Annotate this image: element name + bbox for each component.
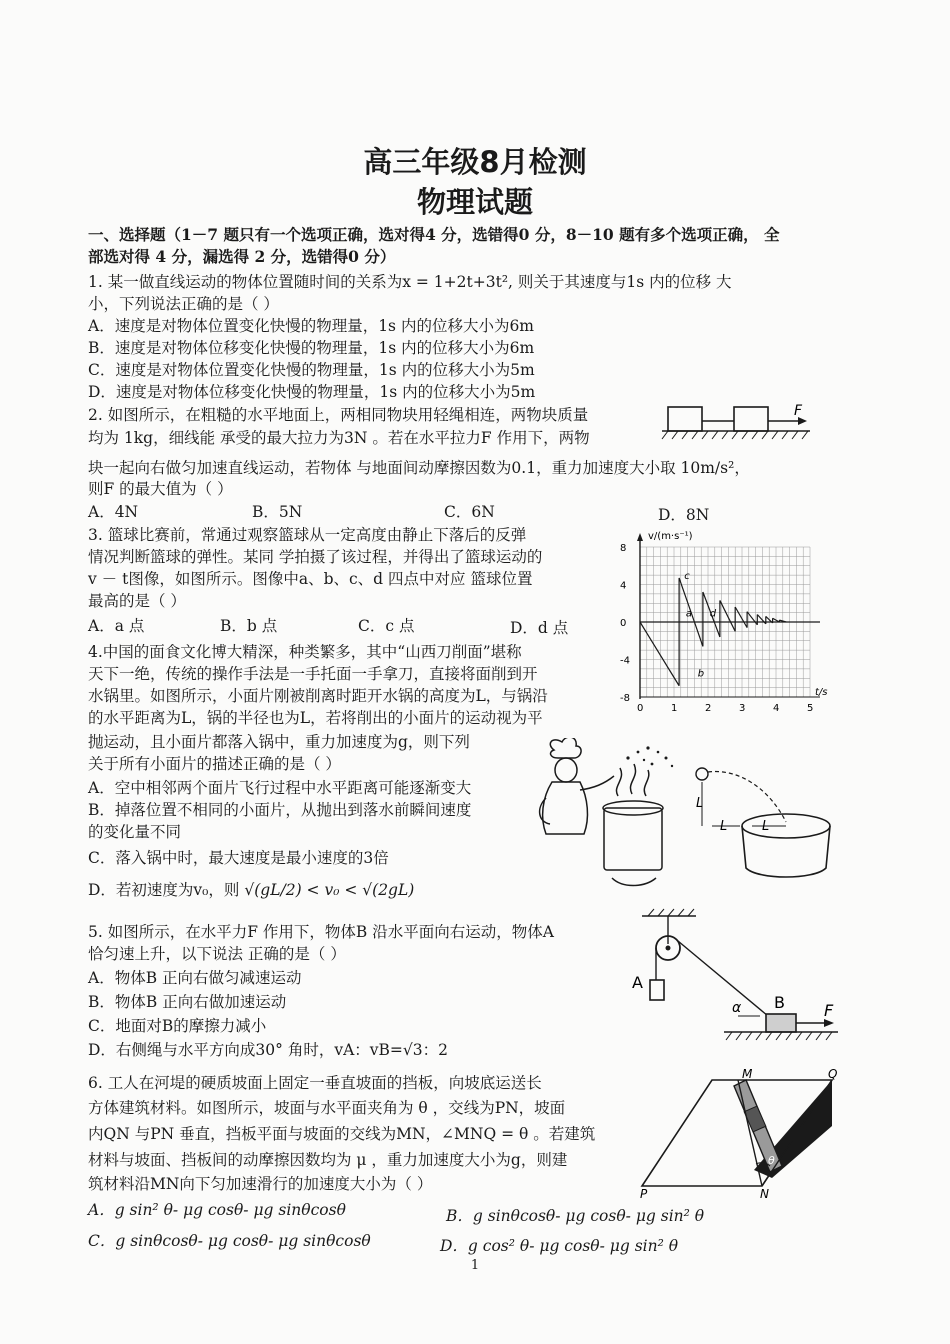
q2-stem-line3: 块一起向右做匀加速直线运动，若物体 与地面间动摩擦因数为0.1，重力加速度大小取 10m/s²， bbox=[88, 459, 750, 477]
chart-point-labels bbox=[684, 571, 717, 680]
series-segment bbox=[735, 607, 747, 628]
q2-stem-line4: 则F 的最大值为（ ） bbox=[88, 480, 233, 498]
y-tick-label: 4 bbox=[620, 580, 627, 592]
q6-option-b: B．g sinθcosθ- μg cosθ- μg sin² θ bbox=[446, 1207, 705, 1225]
q6-stem-line4: 材料与坡面、挡板间的动摩擦因数均为 μ ，重力加速度大小为g，则建 bbox=[88, 1151, 568, 1169]
q5-option-b: B．物体B 正向右做加速运动 bbox=[88, 993, 287, 1011]
q5-block-a-label: A bbox=[632, 973, 643, 992]
q3-stem-line2: 情况判断篮球的弹性。某同 学拍摄了该过程，并得出了篮球运动的 bbox=[88, 548, 543, 566]
y-tick-label: -8 bbox=[620, 693, 630, 704]
q5-option-a: A．物体B 正向右做匀减速运动 bbox=[88, 969, 302, 987]
q2-blocks-figure bbox=[660, 400, 815, 442]
x-tick-label: 3 bbox=[739, 703, 746, 714]
q4-option-d-prefix: D．若初速度为v₀，则 bbox=[88, 881, 240, 899]
block-left bbox=[668, 407, 702, 431]
q6-stem-line5: 筑材料沿MN向下匀加速滑行的加速度大小为（ ） bbox=[88, 1175, 433, 1193]
q2-force-label: F bbox=[794, 403, 803, 419]
q6-point-m: M bbox=[742, 1068, 753, 1081]
q4-option-c: C．落入锅中时，最大速度是最小速度的3倍 bbox=[88, 849, 389, 867]
point-label-a: a bbox=[685, 608, 693, 620]
q5-stem-line1: 5. 如图所示，在水平力F 作用下，物体B 沿水平面向右运动，物体A bbox=[88, 923, 554, 941]
q1-stem-line1: 1. 某一做直线运动的物体位置随时间的关系为x = 1+2t+3t², 则关于其速度与1s 内的位移 大 bbox=[88, 273, 732, 291]
page-number: 1 bbox=[470, 1258, 480, 1273]
ground-hatch bbox=[662, 431, 808, 439]
q4-option-a: A．空中相邻两个面片飞行过程中水平距离可能逐渐变大 bbox=[88, 779, 472, 797]
x-tick-label: 0 bbox=[637, 703, 644, 714]
y-tick-label: 0 bbox=[620, 618, 627, 629]
q2-option-b: B．5N bbox=[252, 503, 303, 521]
exam-title: 高三年级8月检测 bbox=[363, 145, 587, 179]
q5-angle-label: α bbox=[732, 1000, 742, 1016]
q4-distance-label: L bbox=[720, 819, 728, 834]
q3-option-c: C．c 点 bbox=[358, 617, 415, 635]
x-tick-label: 2 bbox=[705, 703, 712, 714]
block-b bbox=[766, 1014, 796, 1032]
q6-option-d: D．g cos² θ- μg cosθ- μg sin² θ bbox=[440, 1237, 679, 1255]
q5-pulley-figure bbox=[628, 908, 848, 1056]
q6-stem-line3: 内QN 与PN 垂直，挡板平面与坡面的交线为MN，∠MNQ = θ 。若建筑 bbox=[88, 1125, 596, 1143]
chef-head bbox=[555, 758, 577, 782]
q4-chef-figure bbox=[532, 738, 702, 896]
x-tick-label: 4 bbox=[773, 703, 780, 714]
x-tick-label: 1 bbox=[671, 703, 678, 714]
q3-stem-line1: 3. 篮球比赛前，常通过观察篮球从一定高度由静止下落后的反弹 bbox=[88, 526, 527, 544]
q2-option-d: D．8N bbox=[658, 506, 710, 524]
q6-angle-label: θ bbox=[768, 1154, 775, 1167]
pot-outline bbox=[742, 826, 830, 877]
rope bbox=[678, 941, 768, 1016]
series-segment bbox=[720, 600, 735, 631]
y-axis-arrow-icon bbox=[637, 533, 643, 541]
chef-arm bbox=[580, 776, 614, 790]
point-label-c: c bbox=[684, 570, 690, 582]
q4-option-d bbox=[88, 880, 414, 900]
q4-stem-line6: 关于所有小面片的描述正确的是（ ） bbox=[88, 755, 341, 773]
q2-option-a: A．4N bbox=[88, 503, 139, 521]
exam-subtitle: 物理试题 bbox=[416, 185, 533, 219]
q3-vt-chart bbox=[618, 525, 840, 720]
q1-option-a: A．速度是对物体位置变化快慢的物理量，1s 内的位移大小为6m bbox=[88, 317, 534, 335]
q1-stem-line2: 小，下列说法正确的是（ ） bbox=[88, 295, 279, 313]
q6-slope-figure bbox=[636, 1068, 846, 1200]
q4-option-b-line1: B．掉落位置不相同的小面片，从抛出到落水前瞬间速度 bbox=[88, 801, 472, 819]
q1-option-d: D．速度是对物体位移变化快慢的物理量，1s 内的位移大小为5m bbox=[88, 383, 536, 401]
q6-point-q: Q bbox=[828, 1068, 838, 1081]
y-tick-label: -4 bbox=[620, 655, 630, 667]
q4-stem-line4: 的水平距离为L，锅的半径也为L，若将削出的小面片的运动视为平 bbox=[88, 709, 543, 727]
chef-hat-icon bbox=[550, 738, 581, 758]
q4-option-b-line2: 的变化量不同 bbox=[88, 823, 182, 841]
chart-y-axis-label: v/(m·s⁻¹) bbox=[648, 531, 693, 542]
q3-option-a: A．a 点 bbox=[88, 617, 145, 635]
y-tick-label: 8 bbox=[620, 543, 627, 554]
q4-radius-label: L bbox=[762, 819, 770, 834]
q4-stem-line5: 抛运动，且小面片都落入锅中，重力加速度为g，则下列 bbox=[88, 733, 470, 751]
q2-option-c: C．6N bbox=[444, 503, 495, 521]
q6-option-c: C．g sinθcosθ- μg cosθ- μg sinθcosθ bbox=[88, 1232, 371, 1250]
section-instructions-line1: 一、选择题（1－7 题只有一个选项正确，选对得4 分，选错得0 分，8－10 题有多个选项正确， 全 bbox=[88, 225, 780, 244]
q4-option-d-formula: √(gL/2) < v₀ < √(2gL) bbox=[244, 881, 415, 899]
q3-stem-line4: 最高的是（ ） bbox=[88, 592, 186, 610]
ground-hatch bbox=[726, 1032, 832, 1040]
q4-pot-geometry-figure bbox=[678, 760, 838, 885]
q1-option-c: C．速度是对物体位置变化快慢的物理量，1s 内的位移大小为5m bbox=[88, 361, 535, 379]
dough-icon bbox=[696, 768, 708, 780]
q3-option-b: B．b 点 bbox=[220, 617, 278, 635]
q4-stem-line3: 水锅里。如图所示，小面片刚被削离时距开水锅的高度为L，与锅沿 bbox=[88, 687, 548, 705]
q4-stem-line1: 4.中国的面食文化博大精深，种类繁多，其中“山西刀削面”堪称 bbox=[88, 643, 522, 661]
q5-stem-line2: 恰匀速上升，以下说法 正确的是（ ） bbox=[88, 945, 346, 963]
q5-block-b-label: B bbox=[774, 993, 785, 1012]
block-right bbox=[734, 407, 768, 431]
q6-option-a: A．g sin² θ- μg cosθ- μg sinθcosθ bbox=[88, 1201, 346, 1219]
arrow-icon bbox=[824, 1019, 834, 1027]
q2-stem-line1: 2. 如图所示，在粗糙的水平地面上，两相同物块用轻绳相连，两物块质量 bbox=[88, 406, 589, 424]
q5-option-c: C．地面对B的摩擦力减小 bbox=[88, 1017, 267, 1035]
point-label-d: d bbox=[709, 608, 717, 620]
q3-stem-line3: v － t图像，如图所示。图像中a、b、c、d 四点中对应 篮球位置 bbox=[88, 570, 533, 588]
section-instructions-line2: 部选对得 4 分，漏选得 2 分，选错得0 分） bbox=[88, 247, 396, 266]
q1-option-b: B．速度是对物体位移变化快慢的物理量，1s 内的位移大小为6m bbox=[88, 339, 535, 357]
q5-option-d: D．右侧绳与水平方向成30° 角时，vA：vB=√3：2 bbox=[88, 1041, 449, 1059]
point-label-b: b bbox=[697, 668, 705, 680]
block-a bbox=[650, 980, 664, 1000]
q5-force-label: F bbox=[824, 1001, 834, 1020]
pot-icon bbox=[604, 808, 662, 870]
q2-stem-line2: 均为 1kg，细线能 承受的最大拉力为3N 。若在水平拉力F 作用下，两物 bbox=[88, 429, 590, 447]
q6-stem-line1: 6. 工人在河堤的硬质坡面上固定一垂直坡面的挡板，向坡底运送长 bbox=[88, 1074, 542, 1092]
chart-x-axis-label: t/s bbox=[815, 687, 828, 698]
q6-point-n: N bbox=[760, 1187, 769, 1200]
q3-option-d: D．d 点 bbox=[510, 619, 569, 637]
q6-stem-line2: 方体建筑材料。如图所示，坡面与水平面夹角为 θ ，交线为PN，坡面 bbox=[88, 1099, 566, 1117]
q4-stem-line2: 天下一绝，传统的操作手法是一手托面一手拿刀，直接将面削到开 bbox=[88, 665, 538, 683]
q6-point-p: P bbox=[640, 1187, 648, 1200]
x-tick-label: 5 bbox=[807, 703, 814, 714]
q4-height-label: L bbox=[696, 796, 704, 811]
